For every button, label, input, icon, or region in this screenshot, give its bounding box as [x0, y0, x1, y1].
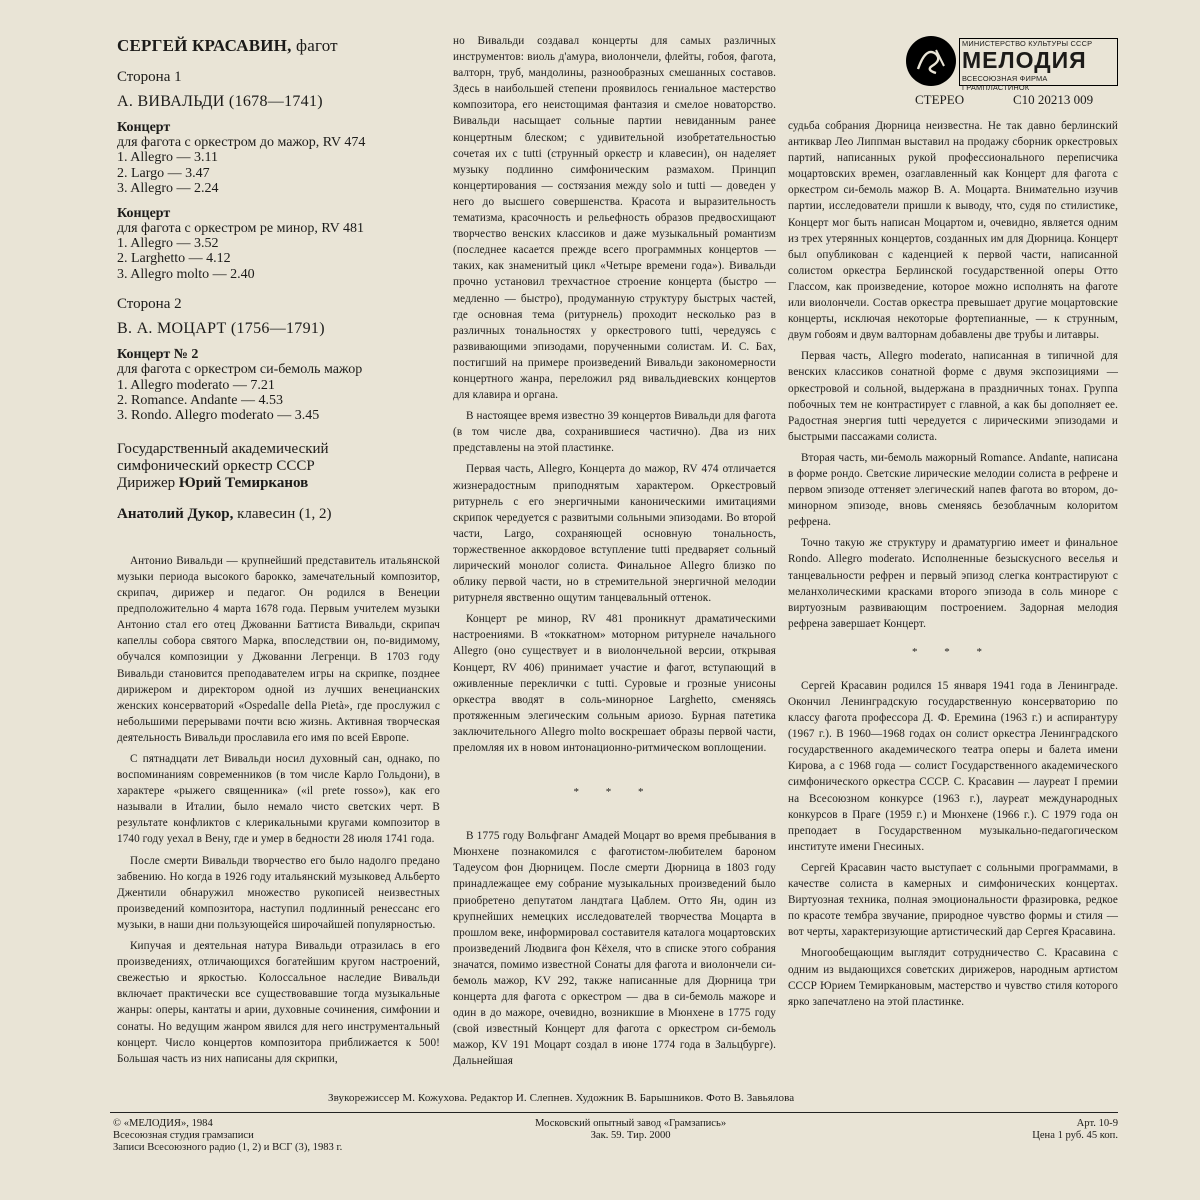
- body-paragraph: В настоящее время известно 39 концертов Вивальди для фагота (в том числе два, сохранившиеся частично). Два из них представлены на этой пластинке.: [453, 410, 776, 455]
- work1-title: Концерт: [117, 120, 171, 135]
- side2-composer: В. А. МОЦАРТ (1756—1791): [117, 320, 325, 338]
- footer-left: [113, 1118, 342, 1154]
- work2-movement: 2. Larghetto — 4.12: [117, 251, 231, 267]
- body-paragraph: В 1775 году Вольфганг Амадей Моцарт во время пребывания в Мюнхене познакомился с фаготистом-любителем бароном Тадеусом фон Дюрницем. После смерти Дюрница в 1803 году принадлежащее ему собрание музыкальных произведений было приобретено депутатом ландтага Цаблем. Отто Ян, один из крупнейших немецких исследователей творчества Моцарта в прошлом веке, информировал составителя каталога моцартовских произведений Людвига фон Кёхеля, что в списке этого собрания значатся, помимо известной Сонаты для фагота и виолончели си-бемоль мажор, KV 292, также написанные для Дюрница три концерта для фагота с оркестром — два в си-бемоль мажоре и один в до мажоре, очевидно, возникшие в Мюнхене в 1775 году (свой известный Концерт для фагота с оркестром си-бемоль мажор, KV 191 Моцарт создал в июне 1774 года в Зальцбурге). Дальнейшая: [453, 830, 776, 1068]
- work2-movement: 3. Allegro molto — 2.40: [117, 266, 255, 282]
- footer-copyright: © «МЕЛОДИЯ», 1984: [113, 1118, 213, 1129]
- harpsichord-line: [117, 506, 440, 523]
- middle-column: [453, 33, 776, 1070]
- body-paragraph: Антонио Вивальди — крупнейший представитель итальянской музыки периода высокого барокко, замечательный композитор, скрипач, дирижер и педагог. Он родился в Венеции предположительно 4 марта 1678 года. Первым учителем музыки Антонио стал его отец Джованни Баттиста Вивальди, скрипач капеллы собора святого Марка, впоследствии он, по-видимому, обучался композиции у Джованни Легренци. В 1703 году Вивальди становится преподавателем игры на скрипке, позднее дирижером и директором одной из лучших венецианских женских консерваторий «Ospedalle della Pietà», где прослужил с небольшими перерывами почти всю жизнь. Активная творческая деятельность Вивальди прославила его имя по всей Европе.: [117, 554, 440, 744]
- body-paragraph: Вторая часть, ми-бемоль мажорный Romance. Andante, написана в форме рондо. Светские лирические мелодии солиста в рефрене и первом эпизоде оттеняет элегический напев фагота во втором, до-минорном эпизоде, вновь сменяясь безоблачным колоритом рефрена.: [788, 451, 1118, 529]
- footer-plant: Московский опытный завод «Грамзапись»: [535, 1118, 727, 1129]
- work3-movement: 1. Allegro moderato — 7.21: [117, 377, 275, 393]
- body-paragraph: Сергей Красавин часто выступает с сольными программами, в качестве солиста в камерных и симфонических концертах. Виртуозная техника, полная эмоциональности фразировка, редкое по красоте тембра звучание, природное чувство формы и стиля — вот черты, характеризующие артистический дар Сергея Красавина.: [788, 861, 1118, 939]
- body-paragraph: Первая часть, Allegro, Концерта до мажор, RV 474 отличается жизнерадостным приподнятым характером. Оркестровый ритурнель с его энергичными каноническими имитациями скрипок чередуется с развитыми сольными эпизодами. Во второй части, Largo, сохраняющей основную тональность, торжественное аккордовое вступление tutti предваряет сольный лирический монолог солиста. Финальное Allegro близко по облику первой части, но в стремительной энергичной мелодии ритурнеля явственно ощутим танцевальный оттенок.: [453, 463, 776, 605]
- body-paragraph: Первая часть, Allegro moderato, написанная в типичной для венских классиков сонатной форме с двумя экспозициями — оркестровой и сольной, выдержана в праздничных тонах. Группа побочных тем не контрастирует с главной, а как бы дополняет ее. Радостная энергия tutti чередуется с лирическими эпизодами и быстрыми пассажами солиста.: [788, 350, 1118, 443]
- body-paragraph: Точно такую же структуру и драматургию имеет и финальное Rondo. Allegro moderato. Исполненные безыскусного веселья и танцевальности рефрен и первый эпизод слегка контрастируют с меланхолическими красками второго эпизода в соль миноре с виртуозным развивающим построением. Задорная мелодия рефрена завершает Концерт.: [788, 537, 1118, 630]
- section-divider: * * *: [912, 645, 994, 658]
- footer-article: Арт. 10-9: [1076, 1118, 1118, 1129]
- footer-divider: [110, 1112, 1118, 1113]
- work1-movement: 1. Allegro — 3.11: [117, 150, 218, 166]
- work1-subtitle: для фагота с оркестром до мажор, RV 474: [117, 135, 366, 150]
- body-paragraph: но Вивальди создавал концерты для самых различных инструментов: виоль д'амура, виолончели, флейты, гобоя, фагота, валторн, труб, мандолины, разнообразных смешанных составов. Здесь в наибольшей степени проявилось гениальное мастерство композитора, его неистощимая фантазия и смелое новаторство. Вивальди насыщает сольные партии невиданным ранее концертным блеском; с удивительной изобретательностью сочетая их с tutti (струнный оркестр и клавесин), он наделяет музыку подлинно симфоническим размахом. Принцип концертирования — состязания между solo и tutti — доведен у него до высшего совершенства. Красота и выразительность тематизма, красочность и рельефность образов предвосхищают творчество венских классиков и даже музыкальный романтизм (последнее касается прежде всего программных концертов — таких, как знаменитый цикл «Четыре времени года»). Вивальди прочно установил трехчастное строение концерта (быстро — медленно — быстро), продуманную структуру быстрых частей, где основная тема (ритурнель) проходит несколько раз в различных тональностях у оркестрового tutti, чередуясь с развивающими эпизодами, порученными солистам. И. С. Бах, постигший на примере произведений Вивальди закономерности концертного жанра, переложил ряд вивальдиевских концертов для клавира и органа.: [453, 35, 776, 402]
- performer-heading: [117, 36, 440, 56]
- footer-price: Цена 1 руб. 45 коп.: [1032, 1130, 1118, 1141]
- work2-title: Концерт: [117, 205, 171, 221]
- stereo-label: СТЕРЕО: [915, 92, 965, 107]
- body-paragraph: судьба собрания Дюрница неизвестна. Не так давно берлинский антиквар Лео Липпман выставил на продажу сборник оркестровых партий, написанных рукой профессионального переписчика моцартовских времен, озаглавленный как Концерт для фагота с оркестром си-бемоль мажор В. А. Моцарта. Внимательно изучив партии, исследователи пришли к выводу, что, судя по стилистике, Концерт мог быть написан Моцартом и, очевидно, является одним из трех утерянных концертов, созданных им для Дюрница. Концерт был опубликован с каденцией к первой части, написанной солистом оркестра Берлинской государственной оперы Отто Глассом, как произведение, которое можно исполнять на фаготе или виолончели. Состав оркестра превышает другие моцартовские концерты, исключая некоторые фортепианные, — к струнным, двум гобоям и двум валторнам добавлены две трубы и литавры.: [788, 120, 1118, 342]
- left-column: [117, 36, 440, 1067]
- work3-movement: 3. Rondo. Allegro moderato — 3.45: [117, 408, 320, 424]
- orchestra-line: Государственный академический: [117, 440, 329, 457]
- work3-title: Концерт № 2: [117, 347, 199, 363]
- performer-name: СЕРГЕЙ КРАСАВИН,: [117, 36, 292, 55]
- logo-brand: МЕЛОДИЯ: [962, 47, 1087, 73]
- body-paragraph: Концерт ре минор, RV 481 проникнут драматическими настроениями. В «токкатном» моторном ритурнеле начального Allegro (оно существует и в виолончельной версии, открывая Концерт, RV 406) принимает участие и фагот, вступающий в оживленные переклички с tutti. Суровые и грозные унисоны оркестра вводят в соль-минорное Larghetto, сменяясь протяженным элегическим сольным ариозо. Бурная патетика заключительного Allegro molto воскрешает образы первой части, преломляя их в новом интонационно-ритмическом воплощении.: [453, 613, 776, 755]
- work3-subtitle: для фагота с оркестром си-бемоль мажор: [117, 362, 363, 378]
- harpsichord-rest: клавесин (1, 2): [233, 505, 332, 522]
- production-credits: Звукорежиссер М. Кожухова. Редактор И. Слепнев. Художник В. Барышников. Фото В. Завьялова: [328, 1092, 795, 1104]
- conductor-line: [117, 475, 440, 492]
- work2-subtitle: для фагота с оркестром ре минор, RV 481: [117, 220, 365, 236]
- logo-firm: ВСЕСОЮЗНАЯ ФИРМА ГРАМПЛАСТИНОК: [962, 74, 1048, 92]
- conductor-name: Юрий Темирканов: [178, 474, 309, 491]
- melodiya-emblem-icon: [906, 36, 956, 86]
- side1-label: Сторона 1: [117, 69, 182, 85]
- performer-instrument: фагот: [291, 36, 338, 55]
- body-paragraph: После смерти Вивальди творчество его было надолго предано забвению. Но когда в 1926 году итальянский музыковед Альберто Джентили обнаружил множество рукописей неизвестных произведений композитора, наступил подлинный ренессанс его музыки, в наши дни пользующейся широчайшей популярностью.: [117, 854, 440, 931]
- catalog-number: С10 20213 009: [1013, 92, 1094, 107]
- harpsichordist-name: Анатолий Дукор,: [117, 505, 234, 522]
- footer-right: [990, 1118, 1118, 1142]
- work1-movement: 3. Allegro — 2.24: [117, 181, 219, 197]
- orchestra-line: симфонический оркестр СССР: [117, 457, 315, 474]
- work1-movement: 2. Largo — 3.47: [117, 165, 210, 181]
- side1-composer: А. ВИВАЛЬДИ (1678—1741): [117, 93, 323, 110]
- section-divider: * * *: [573, 786, 656, 799]
- side2-label: Сторона 2: [117, 296, 182, 313]
- work2-movement: 1. Allegro — 3.52: [117, 236, 219, 252]
- orchestra-block: [117, 441, 440, 492]
- footer-recordings: Записи Всесоюзного радио (1, 2) и ВСГ (3), 1983 г.: [113, 1142, 343, 1153]
- body-paragraph: Кипучая и деятельная натура Вивальди отразилась в его произведениях, отличающихся богатейшим кругом настроений, свежестью и яркостью. Колоссальное наследие Вивальди включает практически все существовавшие тогда музыкальные жанры: оперы, кантаты и арии, духовные сочинения, симфонии и сонаты. Но ведущим жанром явился для него инструментальный концерт. Число концертов композитора приближается к 500! Большая часть из них написаны для скрипки,: [117, 940, 440, 1065]
- logo-ministry: МИНИСТЕРСТВО КУЛЬТУРЫ СССР: [962, 39, 1093, 48]
- conductor-prefix: Дирижер: [117, 474, 179, 491]
- right-column: [788, 118, 1118, 1010]
- footer-order: Зак. 59. Тир. 2000: [590, 1130, 671, 1141]
- body-paragraph: С пятнадцати лет Вивальди носил духовный сан, однако, по воспоминаниям современников (в том числе Карло Гольдони), в характере «рыжего священника» («il prete rosso»), как его называли в Италии, было немало чисто светских черт. В результате конфликтов с клерикальными кругами композитор в 1740 году уехал в Вену, где и умер в бедности 28 июля 1741 года.: [117, 753, 440, 846]
- footer-studio: Всесоюзная студия грамзаписи: [113, 1130, 254, 1141]
- work3-movement: 2. Romance. Andante — 4.53: [117, 393, 284, 409]
- melodiya-logo: [906, 36, 1116, 92]
- body-paragraph: Сергей Красавин родился 15 января 1941 года в Ленинграде. Окончил Ленинградскую государственную консерваторию по классу фагота профессора Д. Ф. Еремина (1963 г.) и аспирантуру (1967 г.). В 1960—1968 годах он солист оркестра Ленинградского государственного академического театра оперы и балета имени Кирова, а с 1968 года — солист Государственного академического симфонического оркестра СССР. С. Красавин — лауреат I премии на Всесоюзном конкурсе (1963 г.), лауреат международных конкурсов в Праге (1959 г.) и Мюнхене (1966 г.). С 1979 года он преподает в Государственном музыкально-педагогическом институте имени Гнесиных.: [788, 679, 1118, 853]
- footer-center: [535, 1118, 726, 1142]
- vivaldi-bio: [117, 553, 440, 1067]
- body-paragraph: Многообещающим выглядит сотрудничество С. Красавина с одним из выдающихся советских дирижеров, народным артистом СССР Юрием Темиркановым, мастерство и чувство стиля которого ярко запечатлено на этой пластинке.: [788, 947, 1118, 1008]
